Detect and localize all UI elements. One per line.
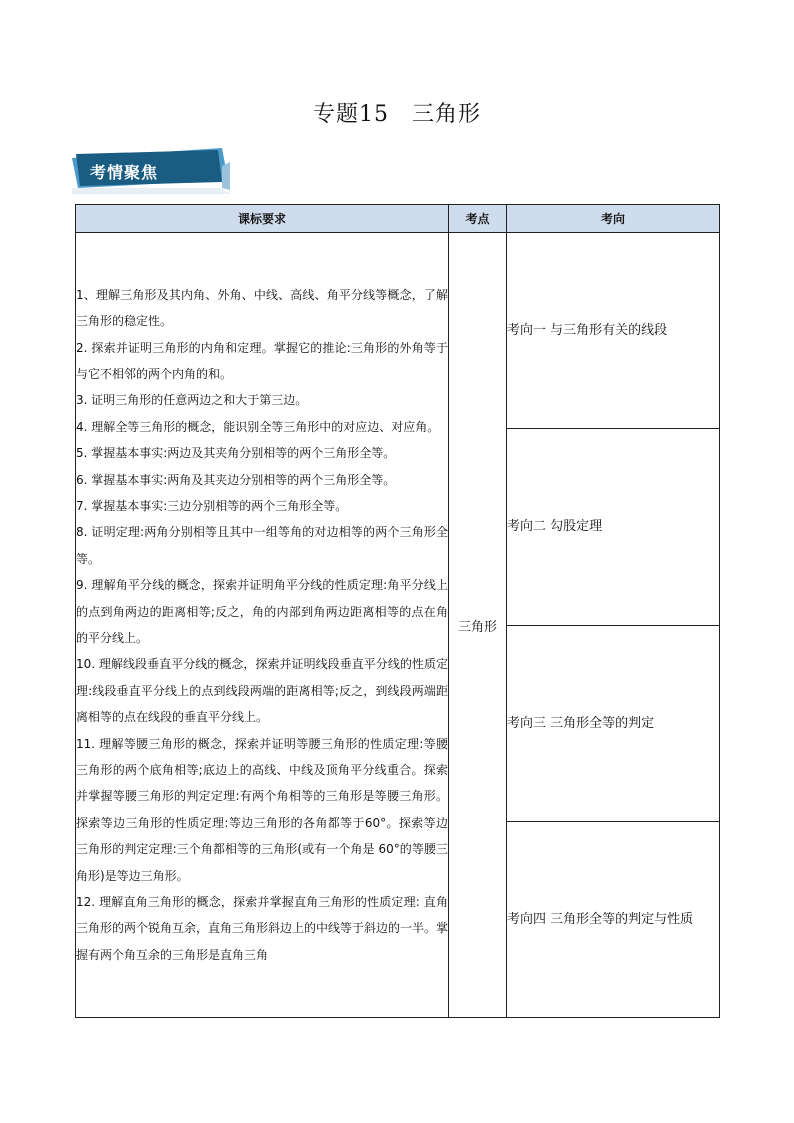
requirement-item: 4. 理解全等三角形的概念，能识别全等三角形中的对应边、对应角。 <box>76 419 440 434</box>
header-requirements: 课标要求 <box>76 205 449 233</box>
direction-cell: 考向四 三角形全等的判定与性质 <box>507 822 720 1018</box>
direction-cell: 考向三 三角形全等的判定 <box>507 626 720 822</box>
table-row <box>76 233 720 429</box>
section-banner-label: 考情聚焦 <box>90 163 159 182</box>
requirement-item: 1、理解三角形及其内角、外角、中线、高线、角平分线等概念，了解三角形的稳定性。 <box>76 287 448 329</box>
page-title: 专题15 三角形 <box>313 102 481 127</box>
table-header-row <box>76 205 720 233</box>
point-cell: 三角形 <box>449 233 507 1018</box>
exam-focus-table <box>75 204 720 1018</box>
requirement-item: 12. 理解直角三角形的概念，探索并掌握直角三角形的性质定理: 直角三角形的两个锐角互余，直角三角形斜边上的中线等于斜边的一半。掌握有两个角互余的三角形是直角三角 <box>76 895 449 962</box>
requirement-item: 9. 理解角平分线的概念，探索并证明角平分线的性质定理:角平分线上的点到角两边的距离相等;反之，角的内部到角两边距离相等的点在角的平分线上。 <box>76 578 448 645</box>
requirement-item: 5. 掌握基本事实:两边及其夹角分别相等的两个三角形全等。 <box>76 446 396 461</box>
requirement-item: 3. 证明三角形的任意两边之和大于第三边。 <box>76 393 308 408</box>
requirement-item: 10. 理解线段垂直平分线的概念，探索并证明线段垂直平分线的性质定理:线段垂直平分线上的点到线段两端的距离相等;反之，到线段两端距离相等的点在线段的垂直平分线上。 <box>76 657 448 725</box>
requirement-item: 8. 证明定理:两角分别相等且其中一组等角的对边相等的两个三角形全等。 <box>76 525 448 566</box>
section-banner <box>72 148 232 194</box>
requirement-item: 2. 探索并证明三角形的内角和定理。掌握它的推论:三角形的外角等于与它不相邻的两个内角的和。 <box>76 340 448 381</box>
direction-cell: 考向二 勾股定理 <box>507 429 720 626</box>
requirement-item: 7. 掌握基本事实:三边分别相等的两个三角形全等。 <box>76 498 348 513</box>
requirement-item: 6. 掌握基本事实:两角及其夹边分别相等的两个三角形全等。 <box>76 472 396 487</box>
requirement-item: 11. 理解等腰三角形的概念，探索并证明等腰三角形的性质定理:等腰三角形的两个底角相等;底边上的高线、中线及顶角平分线重合。探索并掌握等腰三角形的判定定理:有两个角相等的三角形是等腰三角形。探索等边三角形的性质定理:等边三角形的各角都等于60°。探索等边三角形的判定定理:三个角都相等的三角形(或有一个角是 60°的等腰三角形)是等边三角形。 <box>76 736 448 883</box>
header-directions: 考向 <box>507 205 720 233</box>
requirements-cell <box>76 233 449 1018</box>
header-point: 考点 <box>449 205 507 233</box>
direction-cell: 考向一 与三角形有关的线段 <box>507 233 720 429</box>
